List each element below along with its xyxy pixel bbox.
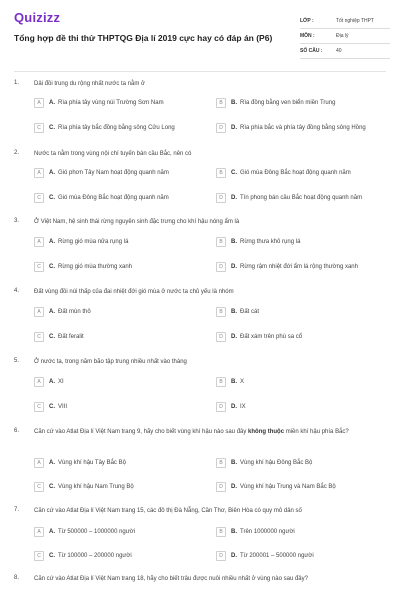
option-badge: A [34,237,44,247]
option-badge: D [216,551,226,561]
option-c[interactable] [34,330,84,344]
option-text: Vùng khí hậu Nam Trung Bộ [58,484,134,490]
question-text: Dải đồi trung du rộng nhất nước ta nằm ở [34,81,145,87]
option-b[interactable] [216,235,300,249]
option-text: Rừng thưa khô rụng lá [240,239,301,245]
question-text: Ở nước ta, trong năm bão tập trung nhiều nhất vào tháng [34,359,187,365]
option-a[interactable] [34,375,64,389]
document-header [0,0,400,68]
option-badge: C [34,402,44,412]
option-d[interactable] [216,260,358,274]
question-number: 1. [14,80,20,86]
option-badge: B [216,168,226,178]
option-badge: D [216,262,226,272]
option-text: X [240,379,245,385]
option-c[interactable] [34,480,134,494]
option-d[interactable] [216,191,362,205]
option-a[interactable] [34,166,169,180]
option-b[interactable] [216,166,351,180]
option-text: Rìa phía tây bắc đồng bằng sông Cửu Long [58,125,175,131]
option-letter: C. [49,404,55,410]
option-d[interactable] [216,330,302,344]
option-letter: C. [49,484,55,490]
option-badge: B [216,98,226,108]
option-letter: B. [231,379,237,385]
option-badge: A [34,527,44,537]
option-text: Từ 500000 – 1000000 người [58,529,136,535]
question-number: 8. [14,575,20,581]
info-value: Địa lý [336,33,349,39]
info-value: 40 [336,48,342,54]
option-letter: D. [231,484,237,490]
option-a[interactable] [34,235,128,249]
question-text: Căn cứ vào Atlat Địa lí Việt Nam trang 15, các đô thị Đà Nẵng, Cần Thơ, Biên Hòa có quy mô dân số [34,508,302,514]
question-number: 6. [14,428,20,434]
option-d[interactable] [216,480,336,494]
option-letter: C. [49,553,55,559]
question-number: 7. [14,507,20,513]
question-text-part: Căn cứ vào Atlat Địa lí Việt Nam trang 9, hãy cho biết vùng khí hậu nào sau đây [34,429,249,435]
option-badge: D [216,123,226,133]
option-badge: A [34,168,44,178]
option-letter: D. [231,553,237,559]
option-badge: D [216,402,226,412]
option-a[interactable] [34,525,135,539]
option-letter: B. [231,460,237,466]
question-text: Đất vùng đồi núi thấp của đai nhiệt đới gió mùa ở nước ta chủ yếu là nhóm [34,289,234,295]
option-letter: C. [49,334,55,340]
option-letter: C. [49,125,55,131]
option-badge: B [216,307,226,317]
option-letter: C. [49,195,55,201]
info-label: MÔN : [300,33,315,39]
question-text [34,428,374,437]
question-text: Nước ta nằm trong vùng nội chí tuyến bán cầu Bắc, nên có [34,151,192,157]
option-letter: D. [231,195,237,201]
option-letter: D. [231,334,237,340]
option-letter: B. [231,309,237,315]
option-b[interactable] [216,375,244,389]
option-c[interactable] [34,400,67,414]
option-badge: A [34,307,44,317]
option-text: Từ 200001 – 500000 người [240,553,314,559]
option-text: Rìa phía bắc và phía tây đồng bằng sông Hồng [240,125,366,131]
option-text: Từ 100000 – 200000 người [58,553,132,559]
option-badge: D [216,332,226,342]
option-badge: C [34,482,44,492]
quizizz-logo: Quizizz [14,10,61,25]
info-row-count [300,44,390,59]
option-badge: C [34,332,44,342]
option-text: Rìa đồng bằng ven biển miền Trung [240,100,336,106]
option-letter: D. [231,404,237,410]
question-text-part: miền khí hậu phía Bắc? [284,429,349,435]
option-text: Vùng khí hậu Trung và Nam Bắc Bộ [240,484,336,490]
option-badge: C [34,262,44,272]
option-badge: B [216,377,226,387]
option-badge: C [34,551,44,561]
option-b[interactable] [216,525,295,539]
question-number: 2. [14,150,20,156]
question-text: Căn cứ vào Atlat Địa lí Việt Nam trang 18, hãy cho biết trâu được nuôi nhiều nhất ở vùng nào sau đây? [34,576,308,582]
option-b[interactable] [216,305,259,319]
option-letter: B. [231,100,237,106]
option-text: Vùng khí hậu Đông Bắc Bộ [240,460,313,466]
info-label: LỚP : [300,18,314,24]
option-letter: B. [231,529,237,535]
page-title: Tổng hợp đề thi thử THPTQG Địa lí 2019 cực hay có đáp án (P6) [14,33,273,43]
option-text: Đất mùn thô [58,309,91,315]
option-badge: D [216,482,226,492]
option-text: Gió phơn Tây Nam hoạt động quanh năm [58,170,169,176]
option-letter: A. [49,239,55,245]
option-d[interactable] [216,400,246,414]
option-badge: C [34,193,44,203]
option-b[interactable] [216,456,312,470]
option-d[interactable] [216,121,366,135]
option-text: Đất feralit [58,334,84,340]
option-c[interactable] [34,549,132,563]
question-number: 5. [14,358,20,364]
option-letter: B. [231,239,237,245]
question-text: Ở Việt Nam, hệ sinh thái rừng nguyên sinh đặc trưng cho khí hậu nóng ẩm là [34,219,240,225]
option-text: Gió mùa Đông Bắc hoạt động quanh năm [240,170,351,176]
option-b[interactable] [216,96,335,110]
option-letter: A. [49,309,55,315]
option-text: IX [240,404,246,410]
option-text: Vùng khí hậu Tây Bắc Bộ [58,460,126,466]
option-badge: C [34,123,44,133]
option-c[interactable] [34,191,169,205]
option-letter: D. [231,264,237,270]
option-text: Trên 1000000 người [240,529,295,535]
option-letter: C. [49,264,55,270]
option-a[interactable] [34,305,91,319]
option-badge: A [34,98,44,108]
header-divider [14,71,386,72]
option-badge: D [216,193,226,203]
option-letter: A. [49,460,55,466]
option-text: XI [58,379,64,385]
option-letter: A. [49,100,55,106]
option-badge: B [216,527,226,537]
option-d[interactable] [216,549,314,563]
option-badge: A [34,458,44,468]
info-row-class [300,14,390,29]
info-label: SỐ CÂU : [300,48,323,54]
option-text: Đất xám trên phù sa cổ [240,334,303,340]
info-row-subject [300,29,390,44]
option-letter: D. [231,125,237,131]
option-letter: A. [49,170,55,176]
option-text: Gió mùa Đông Bắc hoạt động quanh năm [58,195,169,201]
option-letter: C. [231,170,237,176]
option-letter: A. [49,379,55,385]
option-text: Tín phong bán cầu Bắc hoạt động quanh năm [240,195,363,201]
option-badge: B [216,458,226,468]
option-text: Rừng gió mùa thường xanh [58,264,133,270]
option-c[interactable] [34,121,175,135]
option-letter: A. [49,529,55,535]
question-number: 3. [14,218,20,224]
option-badge: A [34,377,44,387]
info-value: Tốt nghiệp THPT [336,18,374,24]
info-block [300,14,390,59]
option-text: Rìa phía tây vùng núi Trường Sơn Nam [58,100,164,106]
option-c[interactable] [34,260,132,274]
option-a[interactable] [34,456,126,470]
option-text: Rừng rậm nhiệt đới ẩm lá rộng thường xanh [240,264,358,270]
question-text-emphasis: không thuộc [248,429,285,435]
option-text: Đất cát [240,309,260,315]
option-badge: B [216,237,226,247]
question-number: 4. [14,288,20,294]
option-text: Rừng gió mùa nửa rụng lá [58,239,129,245]
option-text: VIII [58,404,68,410]
option-a[interactable] [34,96,164,110]
